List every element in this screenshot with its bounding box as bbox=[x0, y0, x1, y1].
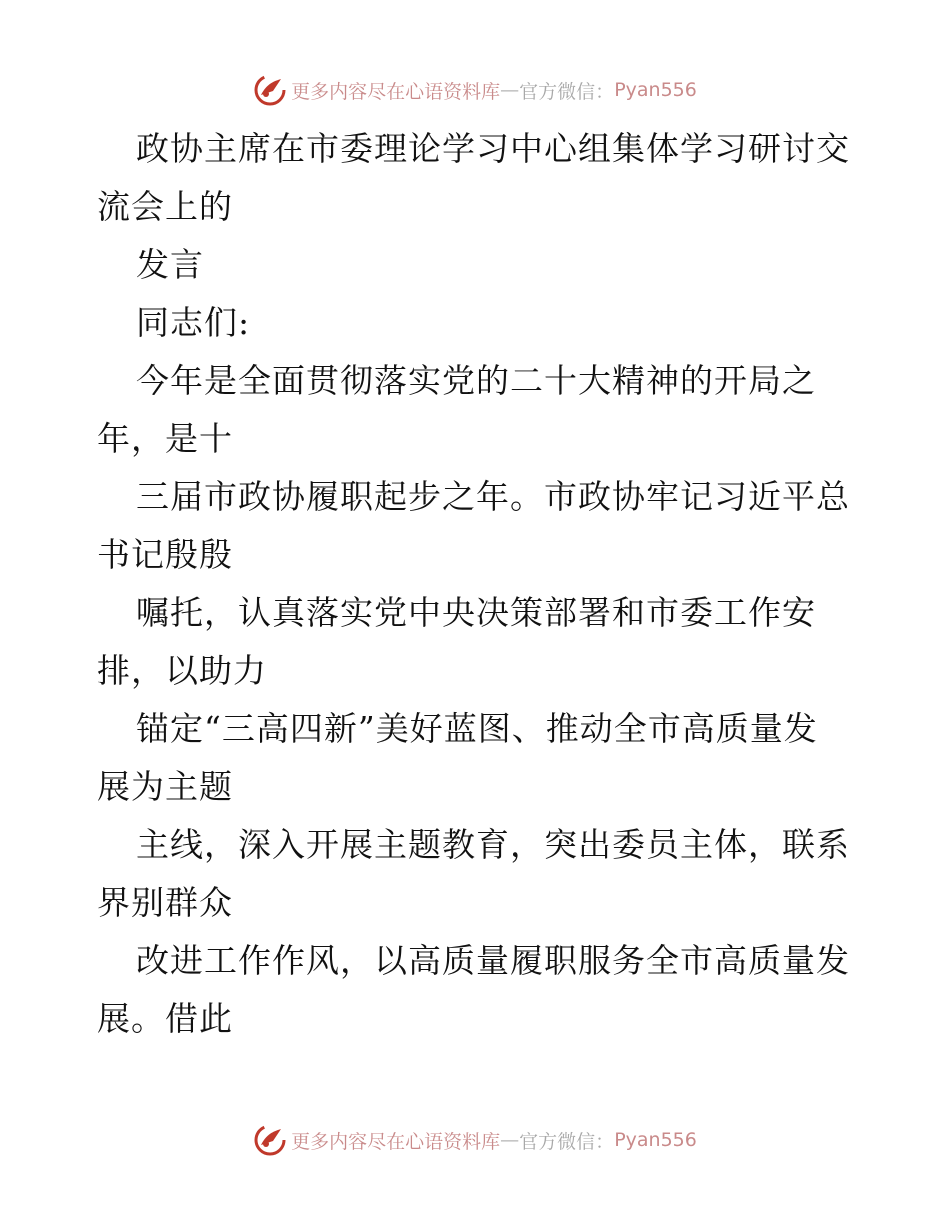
watermark-id: Pyan556 bbox=[614, 79, 697, 101]
footer-watermark bbox=[0, 1120, 950, 1160]
text-line: 主线，深入开展主题教育，突出委员主体，联系 bbox=[136, 825, 850, 864]
text-line: 界别群众 bbox=[97, 883, 233, 922]
text-line: 同志们: bbox=[136, 303, 251, 342]
text-line: 今年是全面贯彻落实党的二十大精神的开局之 bbox=[136, 361, 816, 400]
text-line: 三届市政协履职起步之年。市政协牢记习近平总 bbox=[136, 477, 850, 516]
text-line: 展。借此 bbox=[97, 999, 233, 1038]
brush-swirl-logo-icon bbox=[253, 73, 287, 107]
watermark-sub-text: 官方微信： bbox=[519, 80, 615, 103]
watermark-separator: — bbox=[500, 79, 520, 101]
brush-swirl-logo-icon bbox=[253, 1123, 287, 1157]
watermark-main-text: 更多内容尽在心语资料库 bbox=[291, 80, 501, 103]
document-body bbox=[97, 120, 867, 1048]
text-line: 改进工作作风，以高质量履职服务全市高质量发 bbox=[136, 941, 850, 980]
watermark-separator: — bbox=[500, 1129, 520, 1151]
header-watermark bbox=[0, 70, 950, 110]
text-line: 年，是十 bbox=[97, 419, 233, 458]
watermark-sub-text: 官方微信： bbox=[519, 1130, 615, 1153]
text-line: 政协主席在市委理论学习中心组集体学习研讨交 bbox=[136, 129, 850, 168]
watermark-id: Pyan556 bbox=[614, 1129, 697, 1151]
text-line: 流会上的 bbox=[97, 187, 233, 226]
text-line: 锚定“三高四新”美好蓝图、推动全市高质量发 bbox=[136, 709, 818, 748]
text-line: 发言 bbox=[136, 245, 204, 284]
text-line: 书记殷殷 bbox=[97, 535, 233, 574]
watermark-main-text: 更多内容尽在心语资料库 bbox=[291, 1130, 501, 1153]
text-line: 嘱托，认真落实党中央决策部署和市委工作安 bbox=[136, 593, 816, 632]
text-line: 排，以助力 bbox=[97, 651, 267, 690]
text-line: 展为主题 bbox=[97, 767, 233, 806]
